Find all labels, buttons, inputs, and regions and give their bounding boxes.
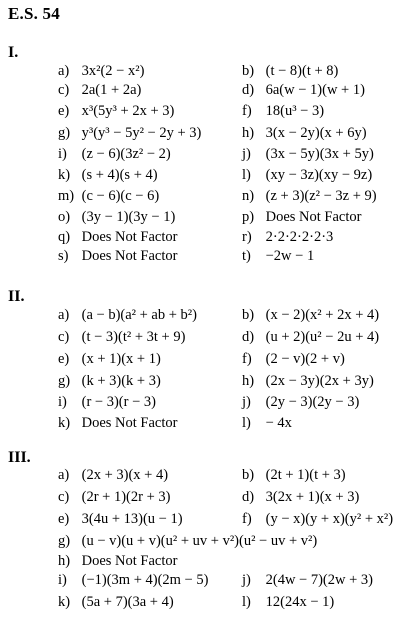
answer-iii-g: g) (u − v)(u + v)(u² + uv + v²)(u² − uv + v²) (58, 533, 318, 549)
answer-ii-g: g) (k + 3)(k + 3) (58, 373, 161, 389)
answer-ii-e: e) (x + 1)(x + 1) (58, 351, 161, 367)
answer-i-t: t) −2w − 1 (242, 248, 315, 264)
answer-i-m: m) (c − 6)(c − 6) (58, 188, 160, 204)
answer-iii-a: a) (2x + 3)(x + 4) (58, 467, 169, 483)
answer-i-f: f) 18(u³ − 3) (242, 103, 325, 119)
answer-ii-c: c) (t − 3)(t² + 3t + 9) (58, 329, 186, 345)
answer-ii-k: k) Does Not Factor (58, 415, 178, 431)
answer-ii-l: l) − 4x (242, 415, 292, 431)
section-label-ii: II. (8, 288, 25, 305)
answer-iii-c: c) (2r + 1)(2r + 3) (58, 489, 171, 505)
answer-i-q: q) Does Not Factor (58, 229, 178, 245)
answer-i-b: b) (t − 8)(t + 8) (242, 63, 339, 79)
answer-i-i: i) (z − 6)(3z² − 2) (58, 146, 171, 162)
answer-iii-e: e) 3(4u + 13)(u − 1) (58, 511, 183, 527)
answer-ii-b: b) (x − 2)(x² + 2x + 4) (242, 307, 380, 323)
answer-iii-l: l) 12(24x − 1) (242, 594, 335, 610)
answer-ii-i: i) (r − 3)(r − 3) (58, 394, 156, 410)
answer-iii-f: f) (y − x)(y + x)(y² + x²) (242, 511, 394, 527)
answer-i-j: j) (3x − 5y)(3x + 5y) (242, 146, 374, 162)
answer-i-k: k) (s + 4)(s + 4) (58, 167, 158, 183)
answer-i-l: l) (xy − 3z)(xy − 9z) (242, 167, 373, 183)
answer-i-o: o) (3y − 1)(3y − 1) (58, 209, 176, 225)
answer-ii-h: h) (2x − 3y)(2x + 3y) (242, 373, 374, 389)
answer-iii-j: j) 2(4w − 7)(2w + 3) (242, 572, 373, 588)
answer-i-a: a) 3x²(2 − x²) (58, 63, 145, 79)
answer-i-n: n) (z + 3)(z² − 3z + 9) (242, 188, 377, 204)
answer-iii-i: i) (−1)(3m + 4)(2m − 5) (58, 572, 209, 588)
answer-i-e: e) x³(5y³ + 2x + 3) (58, 103, 175, 119)
answer-iii-d: d) 3(2x + 1)(x + 3) (242, 489, 360, 505)
answer-iii-k: k) (5a + 7)(3a + 4) (58, 594, 174, 610)
answer-ii-j: j) (2y − 3)(2y − 3) (242, 394, 360, 410)
answer-ii-f: f) (2 − v)(2 + v) (242, 351, 345, 367)
answer-i-d: d) 6a(w − 1)(w + 1) (242, 82, 365, 98)
page-title: E.S. 54 (8, 4, 60, 23)
section-label-iii: III. (8, 449, 31, 466)
answer-i-p: p) Does Not Factor (242, 209, 362, 225)
section-label-i: I. (8, 44, 19, 61)
answer-i-h: h) 3(x − 2y)(x + 6y) (242, 125, 367, 141)
answer-iii-b: b) (2t + 1)(t + 3) (242, 467, 346, 483)
answer-i-c: c) 2a(1 + 2a) (58, 82, 142, 98)
answer-i-g: g) y³(y³ − 5y² − 2y + 3) (58, 125, 202, 141)
answer-i-r: r) 2·2·2·2·2·3 (242, 229, 334, 245)
answer-i-s: s) Does Not Factor (58, 248, 178, 264)
answer-ii-d: d) (u + 2)(u² − 2u + 4) (242, 329, 380, 345)
answer-ii-a: a) (a − b)(a² + ab + b²) (58, 307, 197, 323)
answer-iii-h: h) Does Not Factor (58, 553, 178, 569)
